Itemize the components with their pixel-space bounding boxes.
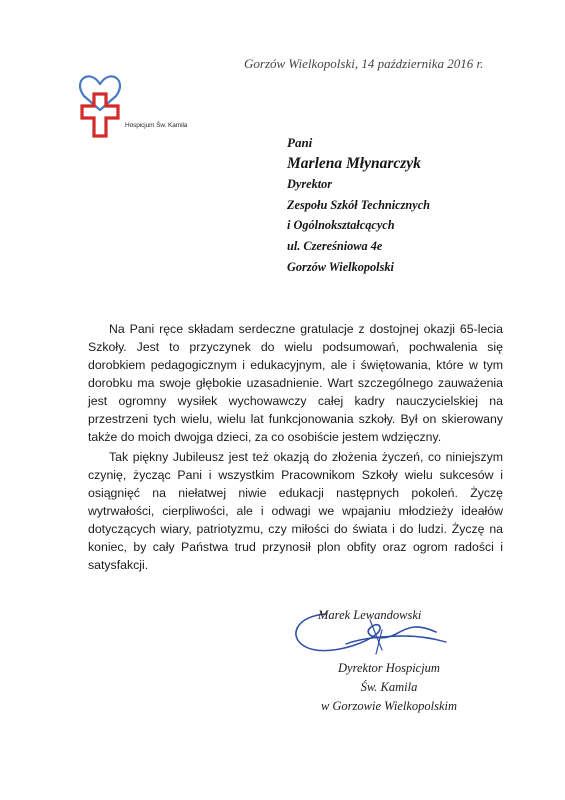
recipient-title: Dyrektor [287,176,333,191]
heart-cross-icon [78,64,198,144]
recipient-school-line-2: i Ogólnokształcących [287,218,395,233]
signature-stamp-name: Marek Lewandowski [318,608,422,622]
body-paragraph: Tak piękny Jubileusz jest też okazją do złożenia życzeń, co niniejszym czynię, życząc Pani i wszystkim Pracownikom Szkoły wielu sukcesów i osiągnięć na niełatwej niwie edukacji następnych pokoleń. Życzę wytrwałości, cierpliwości, ale i odwagi we wpajaniu młodzieży ideałów dotyczących wiary, patriotyzmu, czy miłości do świata i do ludzi. Życzę na koniec, by cały Państwa trud przynosił plon obfity oraz ogrom radości i satysfakcji. [88,450,503,572]
hospice-logo [78,64,198,144]
signer-organization: Św. Kamila [360,680,418,694]
letter-date: Gorzów Wielkopolski, 14 października 2016 r. [244,56,484,71]
signer-block [304,659,474,716]
signer-title: Dyrektor Hospicjum [338,661,440,675]
recipient-school-line-1: Zespołu Szkół Technicznych [287,197,431,212]
letter-body [88,320,503,574]
recipient-street: ul. Czereśniowa 4e [287,239,383,254]
recipient-name: Marlena Młynarczyk [287,154,421,172]
signer-location: w Gorzowie Wielkopolskim [320,699,458,713]
logo-text: Hospicjum Św. Kamila [125,122,188,129]
body-paragraph: Na Pani ręce składam serdeczne gratulacje z dostojnej okazji 65-lecia Szkoły. Jest to przyczynek do wielu podsumowań, pochwalenia się dorobkiem pedagogicznym i edukacyjnym, ale i świętowania, które w tym dorobku ma swoje głębokie uzasadnienie. Wart szczególnego zauważenia jest ogromny wysiłek wychowawczy całej kadry nauczycielskiej na przestrzeni tych wielu, wielu lat funkcjonowania szkoły. Był on skierowany także do moich dwojga dzieci, za co osobiście jestem wdzięczny. [88,322,503,444]
recipient-salutation: Pani [287,135,313,150]
recipient-block [287,133,430,278]
recipient-city: Gorzów Wielkopolski [287,259,394,274]
